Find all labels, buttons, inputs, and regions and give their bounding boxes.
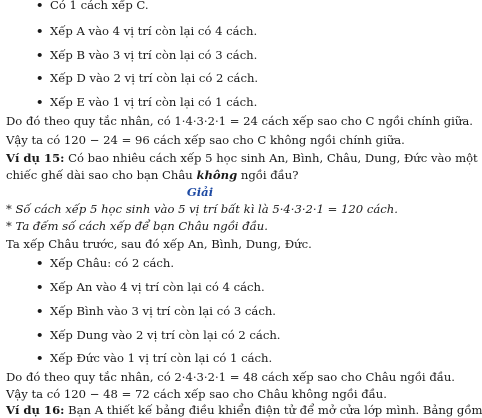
bullet-icon: •	[36, 95, 44, 109]
bullet-icon: •	[36, 304, 44, 318]
paragraph-text: Vậy ta có 120 − 24 = 96 cách xếp sao cho C không ngồi chính giữa.	[6, 133, 405, 147]
example-question: Ví dụ 15: Có bao nhiêu cách xếp 5 học sinh An, Bình, Châu, Dung, Đức vào một	[6, 151, 478, 165]
paragraph-text: Do đó theo quy tắc nhân, có 1·4·3·2·1 = 24 cách xếp sao cho C ngồi chính giữa.	[6, 114, 473, 128]
paragraph-text: Vậy ta có 120 − 48 = 72 cách xếp sao cho Châu không ngồi đầu.	[6, 387, 387, 401]
bullet-icon: •	[36, 256, 44, 270]
example-label: Ví dụ 15:	[6, 151, 65, 165]
bullet-icon: •	[36, 351, 44, 365]
list-item: • Xếp D vào 2 vị trí còn lại có 2 cách.	[36, 71, 259, 85]
list-item: • Xếp B vào 3 vị trí còn lại có 3 cách.	[36, 48, 258, 62]
solution-heading: Giải	[186, 185, 214, 199]
note-text: * Ta đếm số cách xếp để bạn Châu ngồi đầu.	[6, 219, 268, 233]
list-item: • Xếp Châu: có 2 cách.	[36, 256, 175, 270]
list-item: • Xếp Đức vào 1 vị trí còn lại có 1 cách.	[36, 351, 273, 365]
paragraph-text: Ta xếp Châu trước, sau đó xếp An, Bình, Dung, Đức.	[6, 237, 312, 251]
list-item: • Xếp E vào 1 vị trí còn lại có 1 cách.	[36, 95, 258, 109]
list-item: • Xếp Dung vào 2 vị trí còn lại có 2 cách.	[36, 328, 281, 342]
list-item: • Xếp Bình vào 3 vị trí còn lại có 3 cách.	[36, 304, 276, 318]
example-question-cont: chiếc ghế dài sao cho bạn Châu không ngồi đầu?	[6, 168, 299, 182]
bullet-icon: •	[36, 48, 44, 62]
example-label: Ví dụ 16:	[6, 403, 65, 417]
bullet-icon: •	[36, 328, 44, 342]
bullet-icon: •	[36, 280, 44, 294]
list-item: • Xếp An vào 4 vị trí còn lại có 4 cách.	[36, 280, 265, 294]
bullet-icon: •	[36, 71, 44, 85]
emphasis-text: không	[196, 168, 238, 182]
paragraph-text: Do đó theo quy tắc nhân, có 2·4·3·2·1 = 48 cách xếp sao cho Châu ngồi đầu.	[6, 370, 455, 384]
note-text: * Số cách xếp 5 học sinh vào 5 vị trí bất kì là 5·4·3·2·1 = 120 cách.	[6, 202, 398, 216]
example-question: Ví dụ 16: Bạn A thiết kế bảng điều khiển điện tử để mở cửa lớp mình. Bảng gồm	[6, 403, 482, 417]
bullet-icon: •	[36, 0, 44, 12]
bullet-icon: •	[36, 24, 44, 38]
list-item: • Có 1 cách xếp C.	[36, 0, 149, 13]
list-item: • Xếp A vào 4 vị trí còn lại có 4 cách.	[36, 24, 258, 38]
